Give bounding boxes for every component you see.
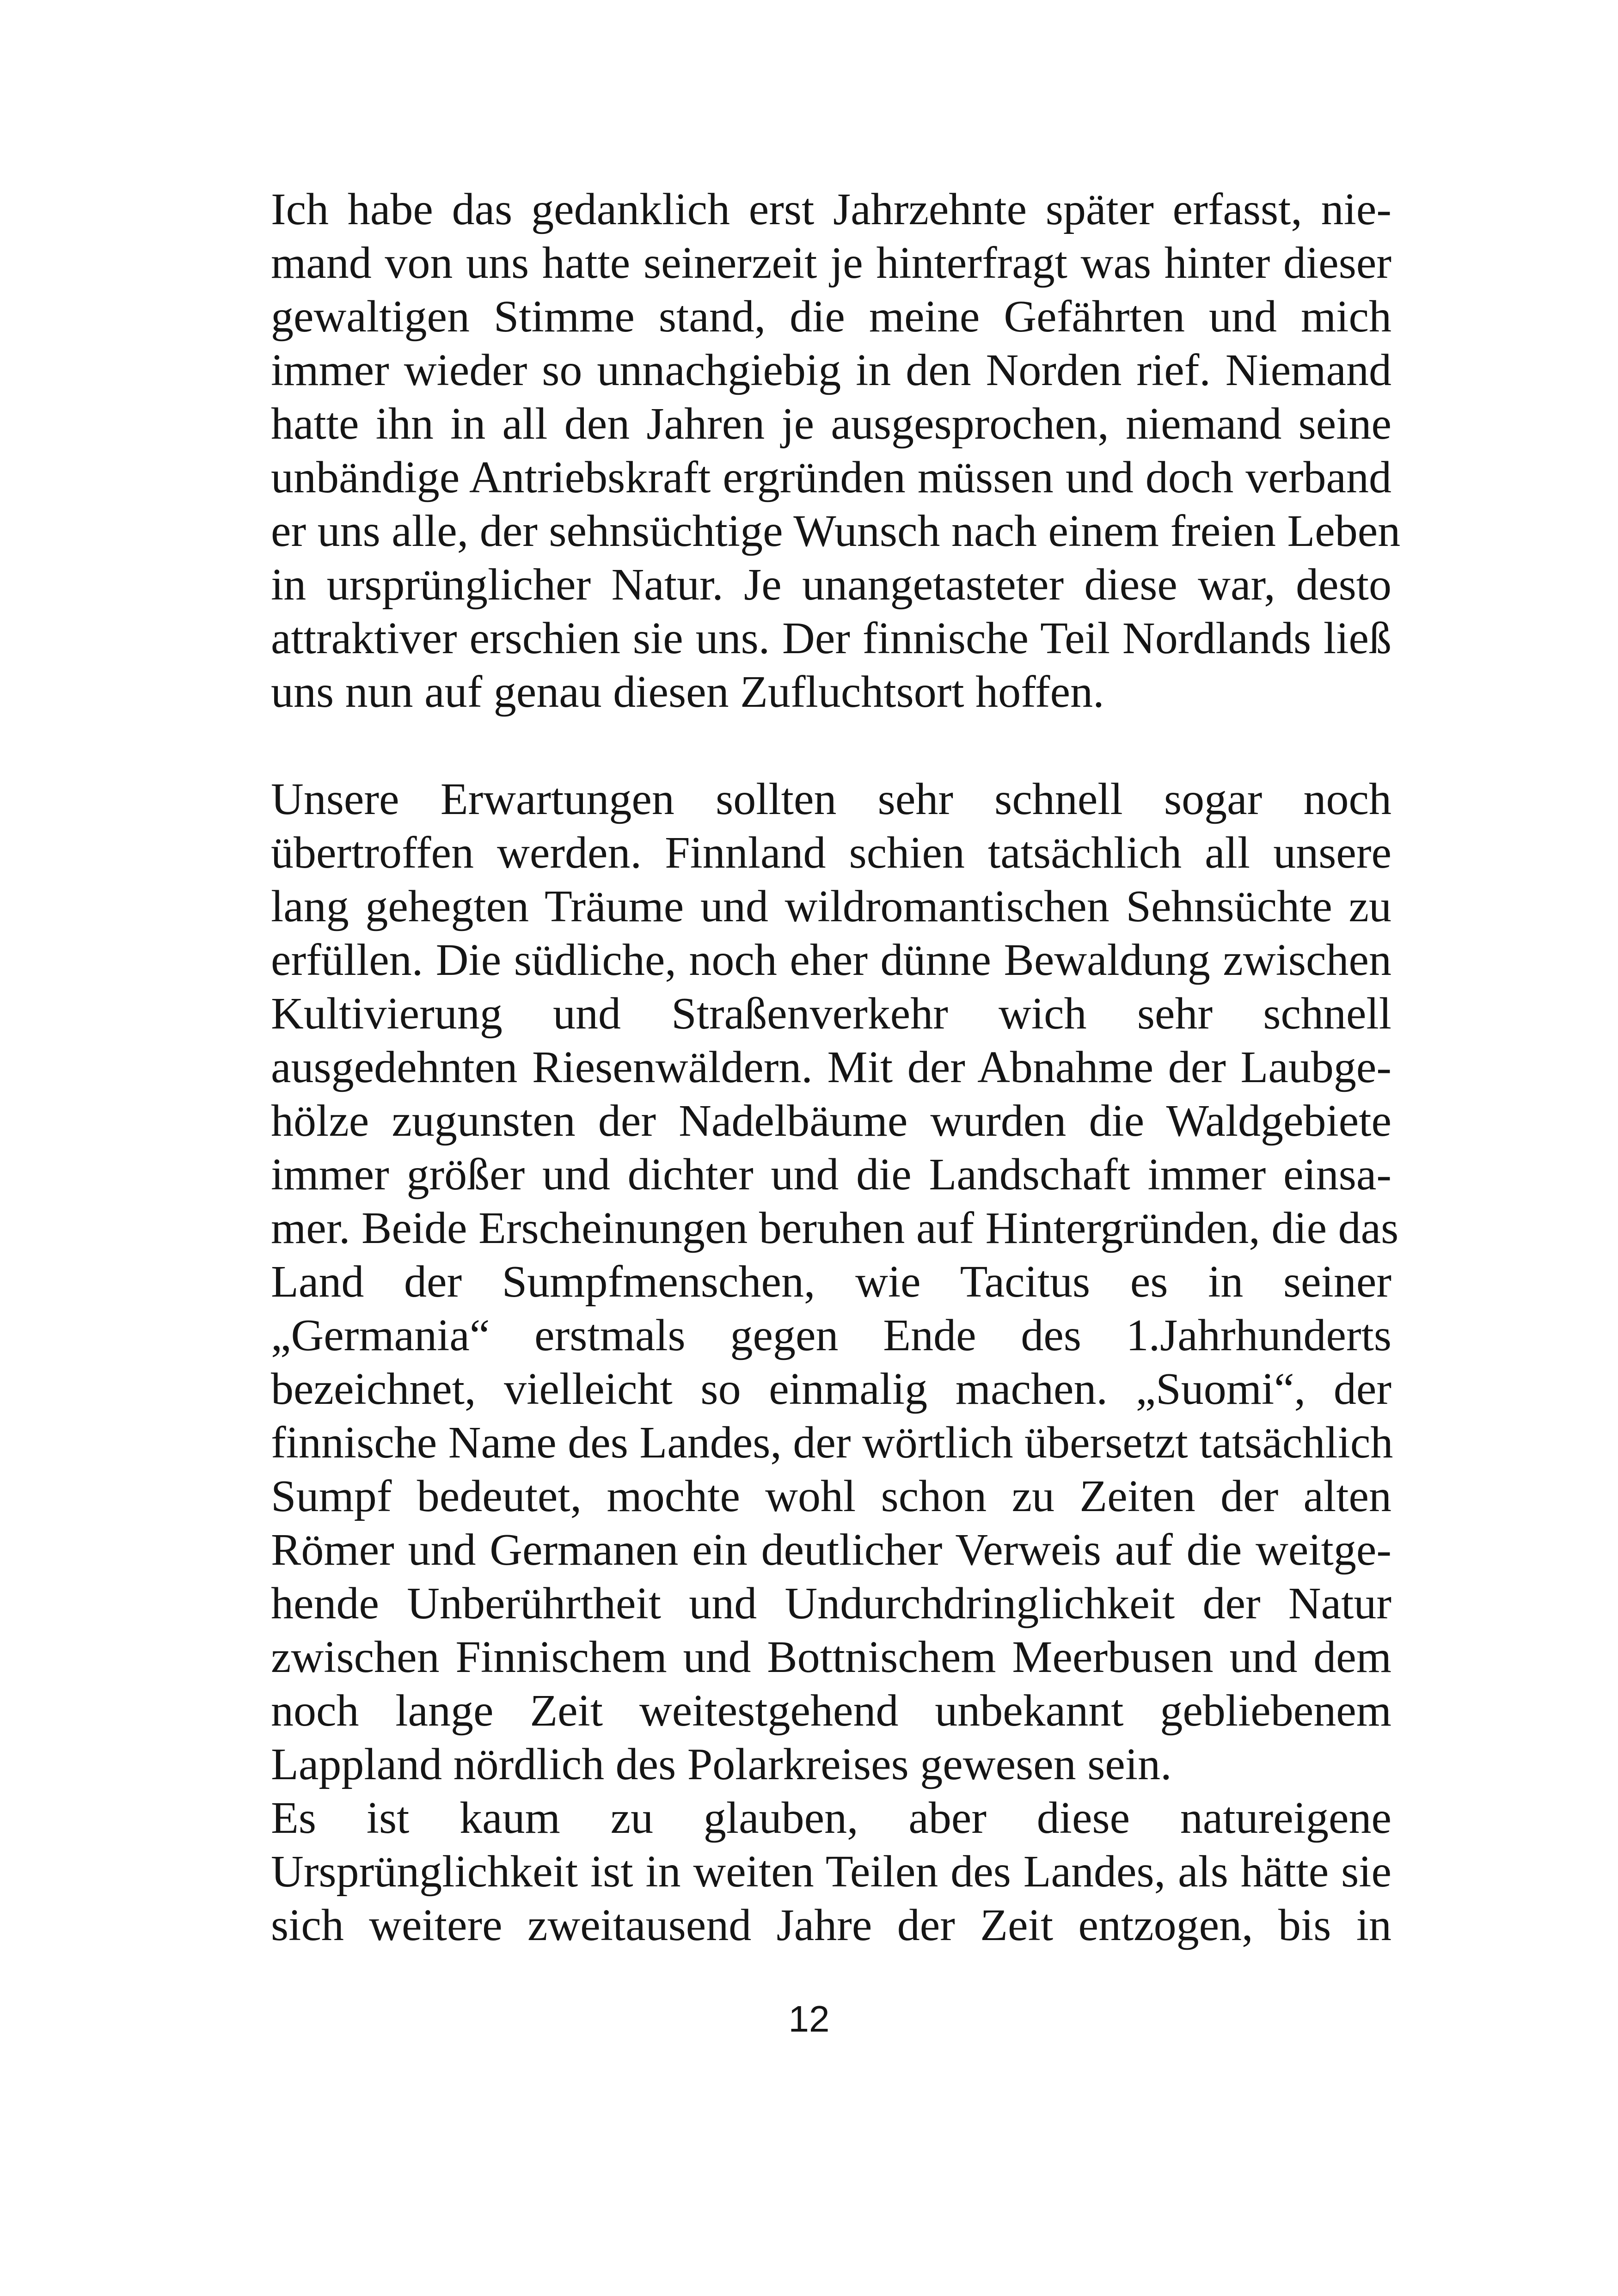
text-line: übertroffen werden. Finnland schien tatsächlich all unsere bbox=[271, 828, 1391, 878]
text-line: zwischen Finnischem und Bottnischem Meerbusen und dem bbox=[271, 1632, 1391, 1682]
text-line: finnische Name des Landes, der wörtlich übersetzt tatsächlich bbox=[271, 1418, 1393, 1468]
paragraph-1 bbox=[271, 183, 1401, 719]
text-line: erfüllen. Die südliche, noch eher dünne Bewaldung zwischen bbox=[271, 935, 1391, 985]
text-line: hende Unberührtheit und Undurchdringlichkeit der Natur bbox=[271, 1579, 1391, 1629]
paragraph-gap bbox=[271, 719, 1391, 772]
text-line: in ursprünglicher Natur. Je unangetasteter diese war, desto bbox=[271, 560, 1391, 610]
text-line: Unsere Erwartungen sollten sehr schnell sogar noch bbox=[271, 774, 1391, 824]
text-line: ausgedehnten Riesenwäldern. Mit der Abnahme der Laubge- bbox=[271, 1042, 1391, 1092]
text-line: Es ist kaum zu glauben, aber diese natureigene bbox=[271, 1793, 1391, 1843]
text-line: mer. Beide Erscheinungen beruhen auf Hintergründen, die das bbox=[271, 1203, 1399, 1253]
page-number: 12 bbox=[788, 1998, 830, 2039]
text-line: hatte ihn in all den Jahren je ausgesprochen, niemand seine bbox=[271, 399, 1391, 449]
text-line: er uns alle, der sehnsüchtige Wunsch nach einem freien Leben bbox=[271, 506, 1401, 556]
text-line: mand von uns hatte seinerzeit je hinterfragt was hinter dieser bbox=[271, 238, 1391, 288]
text-line: sich weitere zweitausend Jahre der Zeit entzogen, bis in bbox=[271, 1900, 1391, 1950]
text-line: gewaltigen Stimme stand, die meine Gefährten und mich bbox=[271, 292, 1391, 342]
text-line: unbändige Antriebskraft ergründen müssen und doch verband bbox=[271, 453, 1391, 502]
body-text bbox=[271, 183, 1401, 1952]
paragraph-3 bbox=[271, 1791, 1391, 1952]
text-line: immer größer und dichter und die Landschaft immer einsa- bbox=[271, 1150, 1391, 1200]
text-line: uns nun auf genau diesen Zufluchtsort hoffen. bbox=[271, 667, 1104, 717]
text-line: „Germania“ erstmals gegen Ende des 1.Jahrhunderts bbox=[271, 1310, 1391, 1360]
text-line: Römer und Germanen ein deutlicher Verweis auf die weitge- bbox=[271, 1525, 1391, 1575]
text-line: Sumpf bedeutet, mochte wohl schon zu Zeiten der alten bbox=[271, 1471, 1391, 1521]
text-line: Lappland nördlich des Polarkreises gewesen sein. bbox=[271, 1739, 1172, 1789]
text-line: Ich habe das gedanklich erst Jahrzehnte später erfasst, nie- bbox=[271, 184, 1391, 234]
text-line: lang gehegten Träume und wildromantischen Sehnsüchte zu bbox=[271, 882, 1391, 931]
paragraph-2 bbox=[271, 772, 1399, 1791]
text-line: hölze zugunsten der Nadelbäume wurden die Waldgebiete bbox=[271, 1096, 1391, 1146]
text-line: Land der Sumpfmenschen, wie Tacitus es in seiner bbox=[271, 1257, 1391, 1307]
text-line: Ursprünglichkeit ist in weiten Teilen des Landes, als hätte sie bbox=[271, 1847, 1391, 1897]
text-line: attraktiver erschien sie uns. Der finnische Teil Nordlands ließ bbox=[271, 613, 1391, 663]
text-line: bezeichnet, vielleicht so einmalig machen. „Suomi“, der bbox=[271, 1364, 1391, 1414]
text-line: Kultivierung und Straßenverkehr wich sehr schnell bbox=[271, 989, 1391, 1039]
text-line: immer wieder so unnachgiebig in den Norden rief. Niemand bbox=[271, 345, 1391, 395]
text-line: noch lange Zeit weitestgehend unbekannt gebliebenem bbox=[271, 1686, 1391, 1736]
